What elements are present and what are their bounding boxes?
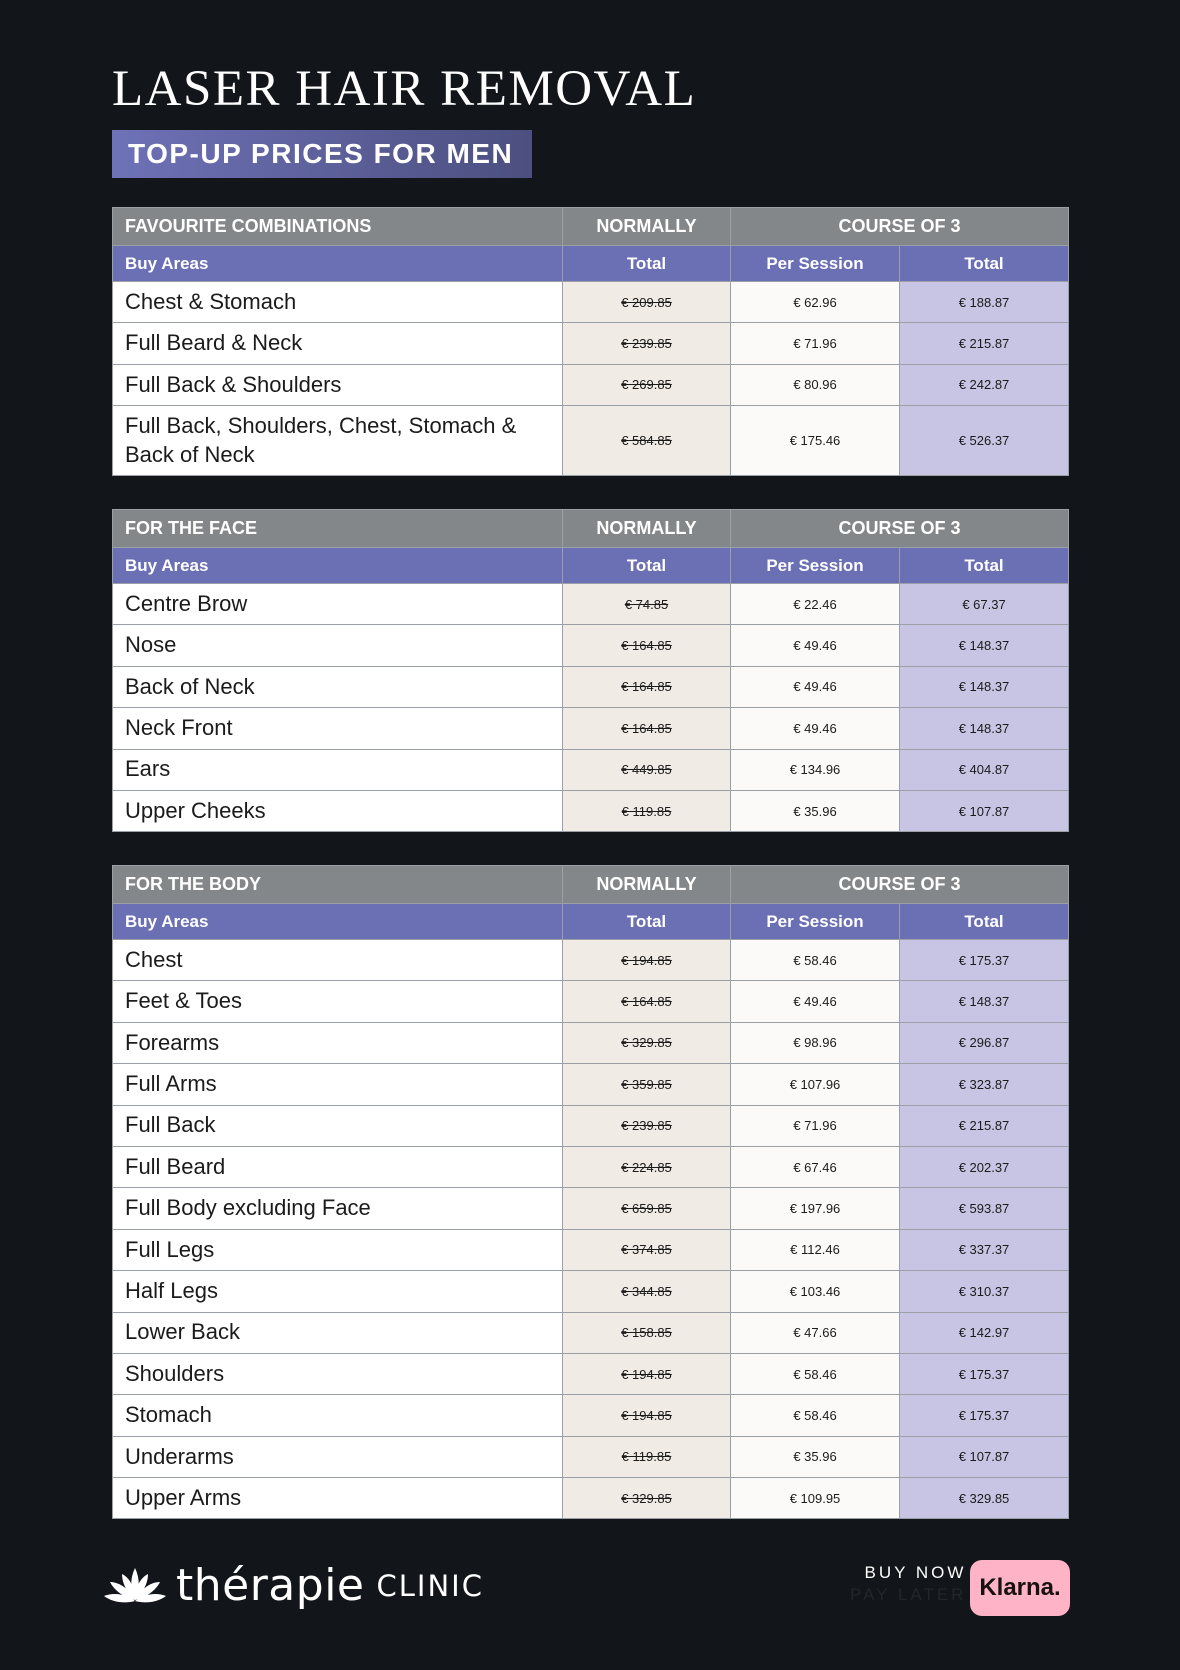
table-row [113, 584, 1069, 625]
brand-name: thérapie [176, 1560, 365, 1611]
page-title: LASER HAIR REMOVAL [112, 61, 697, 117]
buy-now-pay-later [850, 1562, 966, 1606]
area-name: Lower Back [113, 1312, 563, 1353]
normal-price-value: € 239.85 [621, 336, 672, 352]
course-total-price: € 215.87 [900, 1105, 1069, 1146]
table-header-row [113, 208, 1069, 246]
normal-price [563, 1229, 731, 1270]
table-row [113, 666, 1069, 707]
total-header: Total [563, 904, 731, 940]
course-total-price: € 323.87 [900, 1064, 1069, 1105]
course-total-price: € 175.37 [900, 940, 1069, 981]
normal-price-value: € 329.85 [621, 1035, 672, 1051]
normal-price [563, 1188, 731, 1229]
normal-price-value: € 164.85 [621, 994, 672, 1010]
normally-header: NORMALLY [563, 866, 731, 904]
per-session-price: € 112.46 [731, 1229, 900, 1270]
table-row [113, 1436, 1069, 1477]
course-total-price: € 148.37 [900, 708, 1069, 749]
table-row [113, 1395, 1069, 1436]
area-name: Full Back, Shoulders, Chest, Stomach & Back of Neck [113, 406, 563, 476]
area-name: Full Arms [113, 1064, 563, 1105]
area-name: Centre Brow [113, 584, 563, 625]
normal-price [563, 625, 731, 666]
per-session-price: € 80.96 [731, 364, 900, 405]
area-name: Underarms [113, 1436, 563, 1477]
table-row [113, 282, 1069, 323]
table-row [113, 1229, 1069, 1270]
normal-price [563, 1271, 731, 1312]
area-name: Ears [113, 749, 563, 790]
area-name: Nose [113, 625, 563, 666]
normal-price [563, 1312, 731, 1353]
total-header: Total [563, 548, 731, 584]
per-session-header: Per Session [731, 548, 900, 584]
normal-price [563, 1353, 731, 1394]
buy-areas-header: Buy Areas [113, 904, 563, 940]
normal-price [563, 666, 731, 707]
normal-price [563, 1436, 731, 1477]
normal-price-value: € 74.85 [624, 596, 669, 612]
area-name: Upper Cheeks [113, 790, 563, 831]
per-session-price: € 49.46 [731, 625, 900, 666]
per-session-price: € 67.46 [731, 1146, 900, 1187]
normal-price [563, 364, 731, 405]
therapie-clinic-logo [104, 1560, 484, 1611]
table-row [113, 1022, 1069, 1063]
normally-header: NORMALLY [563, 510, 731, 548]
per-session-price: € 58.46 [731, 1395, 900, 1436]
table-header-row [113, 510, 1069, 548]
per-session-price: € 58.46 [731, 1353, 900, 1394]
course-total-price: € 337.37 [900, 1229, 1069, 1270]
normal-price-value: € 269.85 [621, 377, 672, 393]
area-name: Full Beard [113, 1146, 563, 1187]
normal-price-value: € 194.85 [621, 1366, 672, 1382]
area-name: Shoulders [113, 1353, 563, 1394]
normal-price [563, 1478, 731, 1519]
page-subtitle: TOP-UP PRICES FOR MEN [112, 130, 532, 178]
per-session-price: € 98.96 [731, 1022, 900, 1063]
total-header: Total [900, 904, 1069, 940]
per-session-price: € 49.46 [731, 981, 900, 1022]
area-name: Forearms [113, 1022, 563, 1063]
section-title: FOR THE BODY [113, 866, 563, 904]
table-header-row [113, 866, 1069, 904]
price-table [112, 207, 1069, 476]
area-name: Full Body excluding Face [113, 1188, 563, 1229]
course-total-price: € 242.87 [900, 364, 1069, 405]
normal-price [563, 1105, 731, 1146]
normal-price-value: € 119.85 [621, 1449, 672, 1465]
normal-price [563, 981, 731, 1022]
normal-price-value: € 374.85 [621, 1242, 672, 1258]
course-total-price: € 329.85 [900, 1478, 1069, 1519]
total-header: Total [900, 246, 1069, 282]
per-session-price: € 109.95 [731, 1478, 900, 1519]
table-row [113, 790, 1069, 831]
table-row [113, 323, 1069, 364]
table-row [113, 1188, 1069, 1229]
table-row [113, 1312, 1069, 1353]
normal-price-value: € 158.85 [621, 1325, 672, 1341]
course-total-price: € 148.37 [900, 981, 1069, 1022]
course-total-price: € 310.37 [900, 1271, 1069, 1312]
normal-price [563, 584, 731, 625]
course-total-price: € 526.37 [900, 406, 1069, 476]
normal-price-value: € 119.85 [621, 803, 672, 819]
table-row [113, 708, 1069, 749]
normal-price [563, 1064, 731, 1105]
per-session-price: € 107.96 [731, 1064, 900, 1105]
course-total-price: € 148.37 [900, 625, 1069, 666]
normal-price [563, 323, 731, 364]
per-session-price: € 71.96 [731, 323, 900, 364]
table-row [113, 1105, 1069, 1146]
course-header: COURSE OF 3 [731, 510, 1069, 548]
per-session-header: Per Session [731, 904, 900, 940]
per-session-price: € 49.46 [731, 708, 900, 749]
area-name: Stomach [113, 1395, 563, 1436]
table-subheader-row [113, 548, 1069, 584]
section-title: FOR THE FACE [113, 510, 563, 548]
total-header: Total [900, 548, 1069, 584]
normal-price-value: € 164.85 [621, 638, 672, 654]
normal-price [563, 790, 731, 831]
brand-sub: CLINIC [376, 1568, 484, 1603]
course-total-price: € 593.87 [900, 1188, 1069, 1229]
table-row [113, 625, 1069, 666]
area-name: Full Back [113, 1105, 563, 1146]
per-session-price: € 71.96 [731, 1105, 900, 1146]
normal-price-value: € 164.85 [621, 679, 672, 695]
table-row [113, 1146, 1069, 1187]
lotus-icon [104, 1564, 166, 1608]
table-subheader-row [113, 246, 1069, 282]
section-title: FAVOURITE COMBINATIONS [113, 208, 563, 246]
area-name: Upper Arms [113, 1478, 563, 1519]
normal-price [563, 1146, 731, 1187]
table-row [113, 981, 1069, 1022]
per-session-price: € 35.96 [731, 1436, 900, 1477]
course-total-price: € 296.87 [900, 1022, 1069, 1063]
per-session-header: Per Session [731, 246, 900, 282]
normal-price-value: € 584.85 [621, 433, 672, 449]
course-total-price: € 175.37 [900, 1395, 1069, 1436]
table-row [113, 1271, 1069, 1312]
normal-price [563, 749, 731, 790]
area-name: Chest & Stomach [113, 282, 563, 323]
area-name: Full Beard & Neck [113, 323, 563, 364]
per-session-price: € 175.46 [731, 406, 900, 476]
table-row [113, 406, 1069, 476]
normal-price-value: € 239.85 [621, 1118, 672, 1134]
table-row [113, 1478, 1069, 1519]
course-total-price: € 175.37 [900, 1353, 1069, 1394]
klarna-badge[interactable]: Klarna. [970, 1560, 1070, 1616]
table-row [113, 940, 1069, 981]
normal-price-value: € 344.85 [621, 1283, 672, 1299]
normal-price-value: € 209.85 [621, 294, 672, 310]
per-session-price: € 103.46 [731, 1271, 900, 1312]
course-total-price: € 107.87 [900, 1436, 1069, 1477]
per-session-price: € 22.46 [731, 584, 900, 625]
pay-later-text: PAY LATER [850, 1585, 967, 1604]
normal-price-value: € 329.85 [621, 1490, 672, 1506]
total-header: Total [563, 246, 731, 282]
normal-price [563, 1022, 731, 1063]
buy-now-text: BUY NOW [864, 1563, 967, 1582]
per-session-price: € 49.46 [731, 666, 900, 707]
per-session-price: € 47.66 [731, 1312, 900, 1353]
per-session-price: € 134.96 [731, 749, 900, 790]
area-name: Neck Front [113, 708, 563, 749]
course-header: COURSE OF 3 [731, 866, 1069, 904]
price-table [112, 865, 1069, 1519]
normal-price-value: € 359.85 [621, 1076, 672, 1092]
normal-price-value: € 164.85 [621, 720, 672, 736]
per-session-price: € 197.96 [731, 1188, 900, 1229]
buy-areas-header: Buy Areas [113, 548, 563, 584]
course-total-price: € 107.87 [900, 790, 1069, 831]
normal-price-value: € 194.85 [621, 952, 672, 968]
area-name: Full Legs [113, 1229, 563, 1270]
table-row [113, 749, 1069, 790]
table-subheader-row [113, 904, 1069, 940]
course-total-price: € 215.87 [900, 323, 1069, 364]
course-total-price: € 404.87 [900, 749, 1069, 790]
normal-price [563, 282, 731, 323]
per-session-price: € 58.46 [731, 940, 900, 981]
area-name: Feet & Toes [113, 981, 563, 1022]
buy-areas-header: Buy Areas [113, 246, 563, 282]
area-name: Back of Neck [113, 666, 563, 707]
table-row [113, 364, 1069, 405]
course-total-price: € 148.37 [900, 666, 1069, 707]
table-row [113, 1064, 1069, 1105]
normally-header: NORMALLY [563, 208, 731, 246]
area-name: Half Legs [113, 1271, 563, 1312]
price-table [112, 509, 1069, 832]
normal-price-value: € 659.85 [621, 1201, 672, 1217]
course-header: COURSE OF 3 [731, 208, 1069, 246]
course-total-price: € 202.37 [900, 1146, 1069, 1187]
normal-price [563, 1395, 731, 1436]
course-total-price: € 188.87 [900, 282, 1069, 323]
area-name: Full Back & Shoulders [113, 364, 563, 405]
normal-price-value: € 224.85 [621, 1159, 672, 1175]
area-name: Chest [113, 940, 563, 981]
per-session-price: € 35.96 [731, 790, 900, 831]
normal-price [563, 708, 731, 749]
course-total-price: € 142.97 [900, 1312, 1069, 1353]
per-session-price: € 62.96 [731, 282, 900, 323]
normal-price [563, 940, 731, 981]
normal-price [563, 406, 731, 476]
normal-price-value: € 194.85 [621, 1407, 672, 1423]
course-total-price: € 67.37 [900, 584, 1069, 625]
normal-price-value: € 449.85 [621, 762, 672, 778]
table-row [113, 1353, 1069, 1394]
